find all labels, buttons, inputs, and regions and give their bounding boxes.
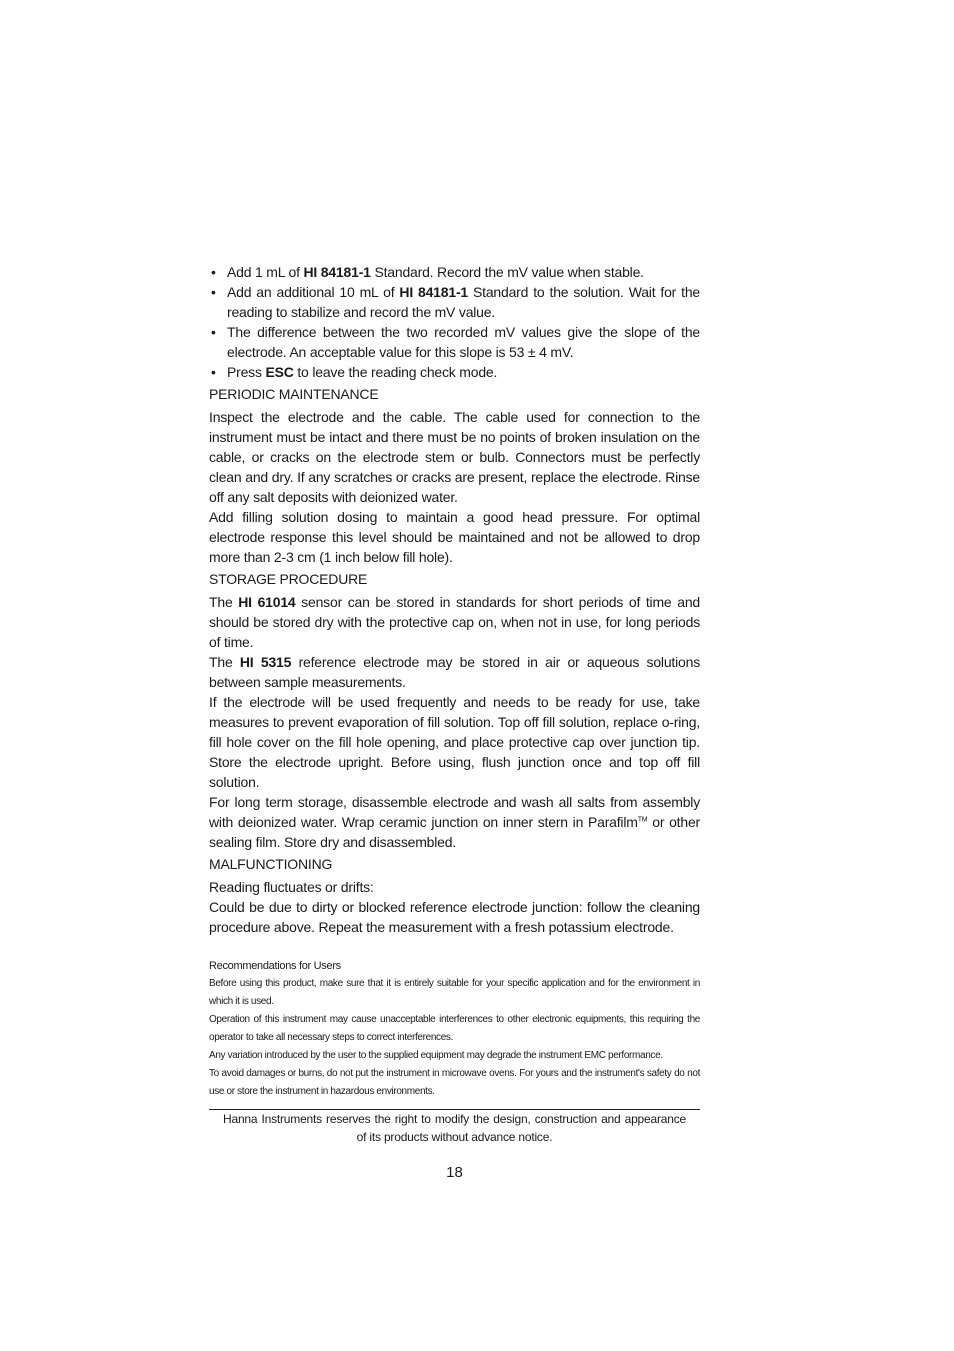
paragraph: The HI 61014 sensor can be stored in standards for short periods of time and should be stored dry with the protective cap on, when not in use, for long periods of time. xyxy=(209,594,700,650)
procedure-bullet-list xyxy=(209,262,700,382)
paragraph: Reading fluctuates or drifts: xyxy=(209,879,374,895)
bullet-icon: • xyxy=(211,264,216,280)
paragraph: For long term storage, disassemble electrode and wash all salts from assembly with deionized water. Wrap ceramic junction on inner stern in Parafilm™ or other sealing film. Store dry and disassembled. xyxy=(209,794,700,850)
footer-notice xyxy=(209,1110,700,1146)
malfunctioning-section xyxy=(209,854,700,937)
page-content xyxy=(209,262,700,1181)
notice-text: Hanna Instruments reserves the right to modify the design, construction and appearance of its products without advance notice. xyxy=(223,1112,686,1144)
section-heading: MALFUNCTIONING xyxy=(209,856,333,872)
recommendations-section xyxy=(209,957,700,1101)
bullet-item: • The difference between the two recorded mV values give the slope of the electrode. An acceptable value for this slope is 53 ± 4 mV. xyxy=(211,324,700,360)
paragraph: Add filling solution dosing to maintain a good head pressure. For optimal electrode response this level should be maintained and not be allowed to drop more than 2-3 cm (1 inch below fill hole). xyxy=(209,509,700,565)
bullet-item: • Add an additional 10 mL of HI 84181-1 Standard to the solution. Wait for the reading to stabilize and record the mV value. xyxy=(211,284,700,320)
page-number: 18 xyxy=(446,1164,463,1181)
section-heading: PERIODIC MAINTENANCE xyxy=(209,386,379,402)
bullet-icon: • xyxy=(211,364,216,380)
paragraph: Could be due to dirty or blocked reference electrode junction: follow the cleaning procedure above. Repeat the measurement with a fresh potassium electrode. xyxy=(209,899,700,935)
bullet-item: • Press ESC to leave the reading check mode. xyxy=(211,364,498,380)
paragraph: Inspect the electrode and the cable. The cable used for connection to the instrument must be intact and there must be no points of broken insulation on the cable, or cracks on the electrode stem or bulb. Connectors must be perfectly clean and dry. If any scratches or cracks are present, replace the electrode. Rinse off any salt deposits with deionized water. xyxy=(209,409,700,505)
recommendation-item: Any variation introduced by the user to the supplied equipment may degrade the instrument EMC performance. xyxy=(209,1050,663,1061)
bullet-icon: • xyxy=(211,284,216,300)
paragraph: If the electrode will be used frequently and needs to be ready for use, take measures to prevent evaporation of fill solution. Top off fill solution, replace o-ring, fill hole cover on the fill hole opening, and place protective cap over junction tip. Store the electrode upright. Before using, flush junction once and top off fill solution. xyxy=(209,694,700,790)
recommendation-item: To avoid damages or burns, do not put the instrument in microwave ovens. For yours and the instrument's safety do not use or store the instrument in hazardous environments. xyxy=(209,1068,700,1097)
storage-procedure-section xyxy=(209,569,700,852)
bullet-icon: • xyxy=(211,324,216,340)
paragraph: The HI 5315 reference electrode may be stored in air or aqueous solutions between sample measurements. xyxy=(209,654,700,690)
trademark-mark: TM xyxy=(637,816,648,824)
section-heading: STORAGE PROCEDURE xyxy=(209,571,368,587)
recommendation-item: Operation of this instrument may cause unacceptable interferences to other electronic equipments, this requiring the operator to take all necessary steps to correct interferences. xyxy=(209,1014,700,1043)
recommendations-title: Recommendations for Users xyxy=(209,960,341,972)
recommendation-item: Before using this product, make sure that it is entirely suitable for your specific application and for the environment in which it is used. xyxy=(209,978,700,1007)
periodic-maintenance-section xyxy=(209,384,700,567)
bullet-item: • Add 1 mL of HI 84181-1 Standard. Record the mV value when stable. xyxy=(211,264,644,280)
